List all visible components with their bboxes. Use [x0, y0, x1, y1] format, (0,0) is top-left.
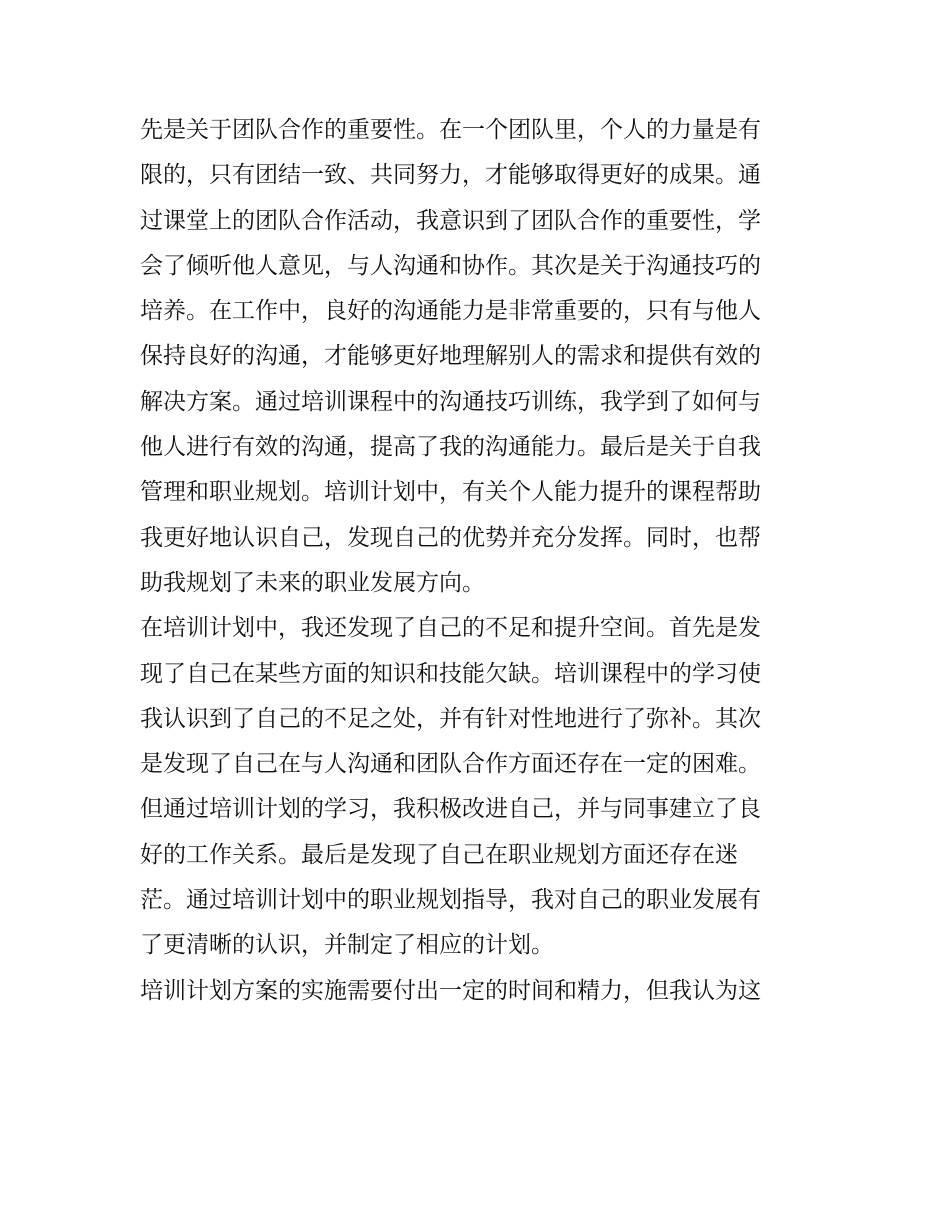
text-line: 限的，只有团结一致、共同努力，才能够取得更好的成果。通: [140, 162, 761, 189]
text-line: 茫。通过培训计划中的职业规划指导，我对自己的职业发展有: [140, 887, 761, 914]
text-line: 过课堂上的团队合作活动，我意识到了团队合作的重要性，学: [140, 207, 761, 234]
text-line: 解决方案。通过培训课程中的沟通技巧训练，我学到了如何与: [140, 388, 761, 415]
text-line: 先是关于团队合作的重要性。在一个团队里，个人的力量是有: [140, 117, 761, 143]
text-line: 培养。在工作中，良好的沟通能力是非常重要的，只有与他人: [140, 298, 761, 325]
text-line: 管理和职业规划。培训计划中，有关个人能力提升的课程帮助: [140, 479, 761, 506]
text-line: 保持良好的沟通，才能够更好地理解别人的需求和提供有效的: [140, 343, 761, 370]
text-line: 培训计划方案的实施需要付出一定的时间和精力，但我认为这: [140, 977, 761, 1004]
body-text: [140, 108, 820, 1014]
paragraph-1: [140, 108, 820, 606]
text-line: 会了倾听他人意见，与人沟通和协作。其次是关于沟通技巧的: [140, 252, 761, 279]
text-line: 在培训计划中，我还发现了自己的不足和提升空间。首先是发: [140, 615, 761, 642]
text-line: 助我规划了未来的职业发展方向。: [140, 569, 485, 596]
text-line: 了更清晰的认识，并制定了相应的计划。: [140, 932, 554, 959]
text-line: 他人进行有效的沟通，提高了我的沟通能力。最后是关于自我: [140, 434, 761, 461]
text-line: 现了自己在某些方面的知识和技能欠缺。培训课程中的学习使: [140, 660, 761, 687]
paragraph-3: [140, 969, 820, 1014]
text-line: 好的工作关系。最后是发现了自己在职业规划方面还存在迷: [140, 841, 738, 868]
text-line: 是发现了自己在与人沟通和团队合作方面还存在一定的困难。: [140, 751, 761, 778]
text-line: 但通过培训计划的学习，我积极改进自己，并与同事建立了良: [140, 796, 761, 823]
text-line: 我更好地认识自己，发现自己的优势并充分发挥。同时，也帮: [140, 524, 761, 551]
text-line: 我认识到了自己的不足之处，并有针对性地进行了弥补。其次: [140, 705, 761, 732]
paragraph-2: [140, 606, 820, 968]
